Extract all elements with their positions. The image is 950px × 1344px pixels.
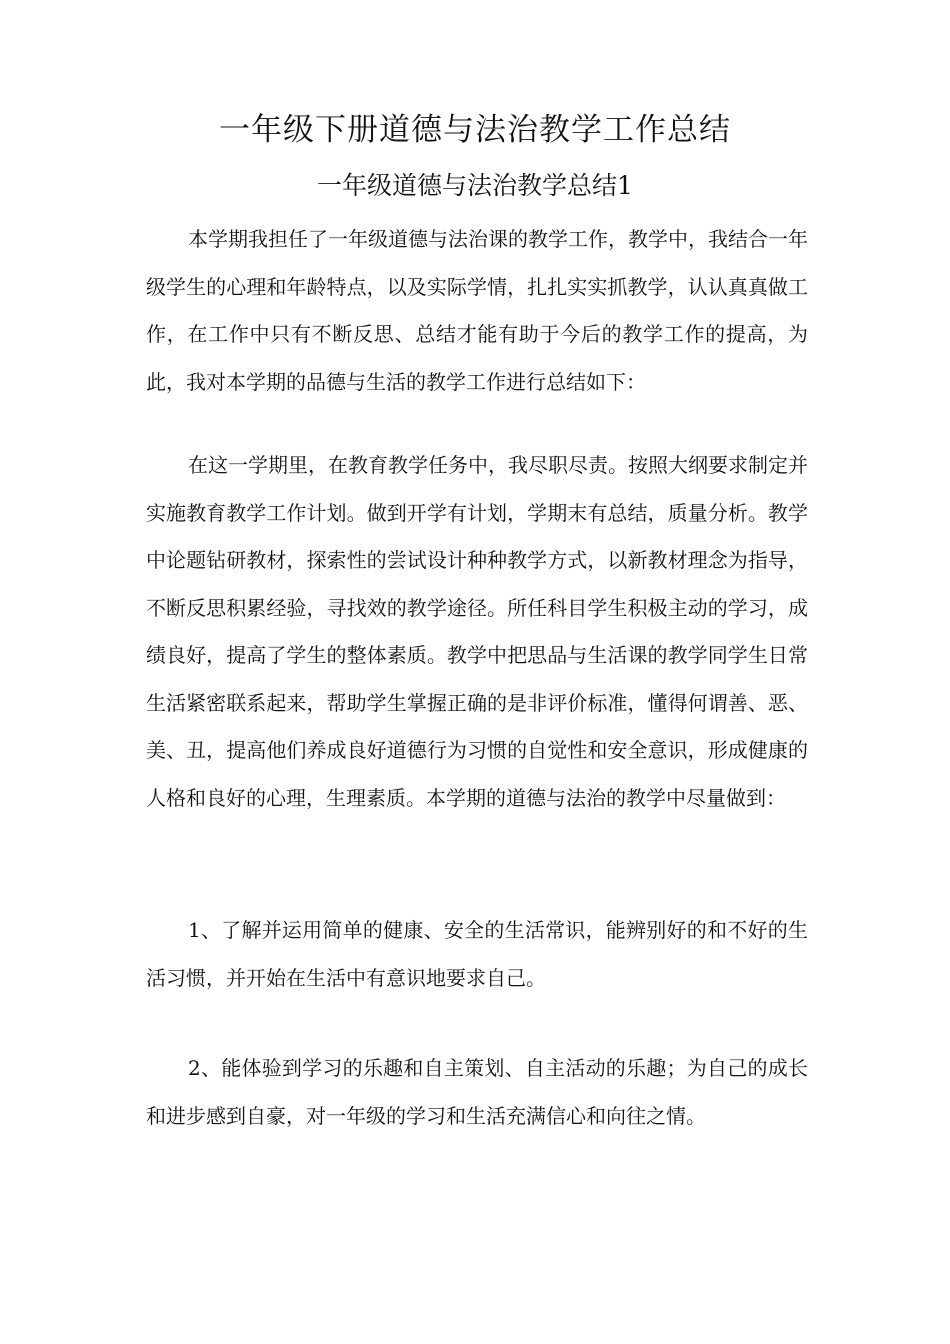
paragraph-item-2: 2、能体验到学习的乐趣和自主策划、自主活动的乐趣；为自己的成长和进步感到自豪，对一年级的学习和生活充满信心和向往之情。: [146, 1056, 808, 1128]
document-title: 一年级下册道德与法治教学工作总结: [219, 112, 731, 148]
paragraph-intro: 本学期我担任了一年级道德与法治课的教学工作，教学中，我结合一年级学生的心理和年龄特点，以及实际学情，扎扎实实抓教学，认认真真做工作，在工作中只有不断反思、总结才能有助于今后的教学工作的提高，为此，我对本学期的品德与生活的教学工作进行总结如下：: [146, 227, 808, 394]
document-subtitle: 一年级道德与法治教学总结1: [317, 171, 633, 200]
paragraph-item-1: 1、了解并运用简单的健康、安全的生活常识，能辨别好的和不好的生活习惯，并开始在生活中有意识地要求自己。: [146, 918, 808, 990]
paragraph-semester-work: 在这一学期里，在教育教学任务中，我尽职尽责。按照大纲要求制定并实施教育教学工作计划。做到开学有计划，学期末有总结，质量分析。教学中论题钻研教材，探索性的尝试设计种种教学方式，以新教材理念为指导，不断反思积累经验，寻找效的教学途径。所任科目学生积极主动的学习，成绩良好，提高了学生的整体素质。教学中把思品与生活课的教学同学生日常生活紧密联系起来，帮助学生掌握正确的是非评价标准，懂得何谓善、恶、美、丑，提高他们养成良好道德行为习惯的自觉性和安全意识，形成健康的人格和良好的心理，生理素质。本学期的道德与法治的教学中尽量做到：: [146, 453, 808, 810]
